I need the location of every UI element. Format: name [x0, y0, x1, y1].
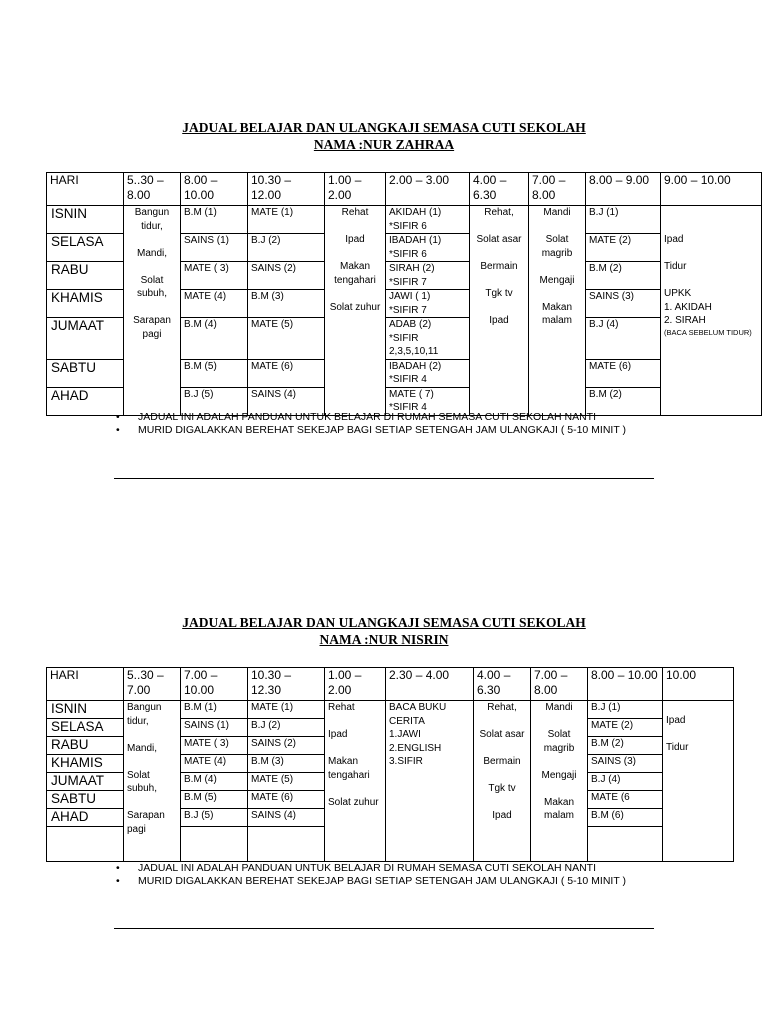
header-cell: 8.00 – 10.00 [588, 668, 663, 701]
header-cell: 8.00 – 10.00 [181, 173, 248, 206]
morning-routine-cell: Bangun tidur, Mandi, Solat subuh, Sarapan pagi [124, 701, 181, 862]
header-cell: HARI [47, 173, 124, 206]
header-cell: 10.00 [663, 668, 734, 701]
evening-routine-cell: Rehat, Solat asar Bermain Tgk tv Ipad [470, 206, 529, 416]
header-cell: 5..30 – 7.00 [124, 668, 181, 701]
empty-cell [588, 827, 663, 862]
subject-cell: B.J (4) [588, 773, 663, 791]
day-cell: RABU [47, 262, 124, 290]
subject-cell: MATE (2) [588, 719, 663, 737]
subject-cell: B.M (3) [248, 755, 325, 773]
subject-cell: B.M (2) [586, 262, 661, 290]
subject-cell: AKIDAH (1) *SIFIR 6 [386, 206, 470, 234]
empty-cell [181, 827, 248, 862]
header-cell: 7.00 – 8.00 [529, 173, 586, 206]
header-cell: 4.00 – 6.30 [474, 668, 531, 701]
subject-cell: MATE (6) [248, 359, 325, 387]
bedtime-text: Ipad Tidur UPKK 1. AKIDAH 2. SIRAH [664, 234, 712, 326]
midday-routine-cell: Rehat Ipad Makan tengahari Solat zuhur [325, 206, 386, 416]
divider-line [114, 928, 654, 929]
subject-cell: ADAB (2) *SIFIR 2,3,5,10,11 [386, 318, 470, 360]
day-cell: SABTU [47, 791, 124, 809]
subject-cell: IBADAH (1) *SIFIR 6 [386, 234, 470, 262]
header-cell: 7.00 – 10.00 [181, 668, 248, 701]
student-name: NAMA :NUR ZAHRAA [313, 137, 455, 152]
subject-cell: MATE (4) [181, 290, 248, 318]
header-cell: 1.00 – 2.00 [325, 668, 386, 701]
day-cell: JUMAAT [47, 773, 124, 791]
subject-cell: IBADAH (2) *SIFIR 4 [386, 359, 470, 387]
timetable [46, 172, 762, 416]
subject-cell: B.M (5) [181, 791, 248, 809]
day-cell: SABTU [47, 359, 124, 387]
morning-routine-cell: Bangun tidur, Mandi, Solat subuh, Sarapan pagi [124, 206, 181, 416]
day-cell: AHAD [47, 387, 124, 415]
subject-cell: SAINS (3) [586, 290, 661, 318]
timetable-title [0, 119, 768, 153]
subject-cell: SAINS (2) [248, 737, 325, 755]
subject-cell: B.M (5) [181, 359, 248, 387]
day-cell: KHAMIS [47, 290, 124, 318]
header-cell: 1.00 – 2.00 [325, 173, 386, 206]
subject-cell: B.M (1) [181, 701, 248, 719]
subject-cell: MATE (1) [248, 206, 325, 234]
student-name: NAMA :NUR NISRIN [319, 632, 449, 647]
header-row [47, 173, 762, 206]
header-row [47, 668, 734, 701]
day-cell: RABU [47, 737, 124, 755]
subject-cell: SAINS (1) [181, 234, 248, 262]
header-cell: 7.00 – 8.00 [531, 668, 588, 701]
table-row [47, 701, 734, 719]
subject-cell: B.M (4) [181, 773, 248, 791]
reading-cell: BACA BUKU CERITA 1.JAWI 2.ENGLISH 3.SIFIR [386, 701, 474, 862]
note-item: • MURID DIGALAKKAN BEREHAT SEKEJAP BAGI SETIAP SETENGAH JAM ULANGKAJI ( 5-10 MINIT ) [116, 875, 676, 888]
night-routine-cell: Mandi Solat magrib Mengaji Makan malam [529, 206, 586, 416]
subject-cell: MATE ( 3) [181, 262, 248, 290]
subject-cell: B.M (1) [181, 206, 248, 234]
subject-cell: B.J (2) [248, 719, 325, 737]
subject-cell: MATE (6) [248, 791, 325, 809]
subject-cell: B.M (4) [181, 318, 248, 360]
subject-cell: B.J (2) [248, 234, 325, 262]
subject-cell: MATE (5) [248, 318, 325, 360]
subject-cell: MATE ( 7) *SIFIR 4 [386, 387, 470, 415]
subject-cell: SIRAH (2) *SIFIR 7 [386, 262, 470, 290]
title-heading: JADUAL BELAJAR DAN ULANGKAJI SEMASA CUTI SEKOLAH [182, 615, 586, 630]
subject-cell: B.J (4) [586, 318, 661, 360]
subject-cell: SAINS (4) [248, 809, 325, 827]
day-cell: KHAMIS [47, 755, 124, 773]
day-cell: SELASA [47, 719, 124, 737]
timetable [46, 667, 734, 862]
empty-cell [47, 827, 124, 862]
subject-cell: B.J (1) [586, 206, 661, 234]
header-cell: 9.00 – 10.00 [661, 173, 762, 206]
subject-cell: MATE ( 3) [181, 737, 248, 755]
subject-cell: MATE (5) [248, 773, 325, 791]
empty-cell [248, 827, 325, 862]
day-cell: AHAD [47, 809, 124, 827]
header-cell: 2.30 – 4.00 [386, 668, 474, 701]
subject-cell: B.M (2) [586, 387, 661, 415]
bedtime-note: (BACA SEBELUM TIDUR) [664, 327, 752, 337]
title-heading: JADUAL BELAJAR DAN ULANGKAJI SEMASA CUTI SEKOLAH [182, 120, 586, 135]
header-cell: 10.30 – 12.00 [248, 173, 325, 206]
day-cell: JUMAAT [47, 318, 124, 360]
note-item: • JADUAL INI ADALAH PANDUAN UNTUK BELAJAR DI RUMAH SEMASA CUTI SEKOLAH NANTI [116, 411, 676, 424]
notes-list [116, 862, 676, 888]
subject-cell: MATE (2) [586, 234, 661, 262]
subject-cell: SAINS (3) [588, 755, 663, 773]
subject-cell: SAINS (4) [248, 387, 325, 415]
evening-routine-cell: Rehat, Solat asar Bermain Tgk tv Ipad [474, 701, 531, 862]
header-cell: HARI [47, 668, 124, 701]
subject-cell: B.J (5) [181, 387, 248, 415]
timetable-title [0, 614, 768, 648]
subject-cell: SAINS (2) [248, 262, 325, 290]
midday-routine-cell: Rehat Ipad Makan tengahari Solat zuhur [325, 701, 386, 862]
table-row [47, 206, 762, 234]
subject-cell: JAWI ( 1) *SIFIR 7 [386, 290, 470, 318]
header-cell: 4.00 – 6.30 [470, 173, 529, 206]
subject-cell: MATE (6) [586, 359, 661, 387]
notes-list [116, 411, 676, 437]
day-cell: SELASA [47, 234, 124, 262]
subject-cell: B.M (6) [588, 809, 663, 827]
night-routine-cell: Mandi Solat magrib Mengaji Makan malam [531, 701, 588, 862]
subject-cell: B.M (3) [248, 290, 325, 318]
header-cell: 10.30 – 12.30 [248, 668, 325, 701]
divider-line [114, 478, 654, 479]
bedtime-routine-cell [661, 206, 762, 416]
day-cell: ISNIN [47, 206, 124, 234]
note-item: • MURID DIGALAKKAN BEREHAT SEKEJAP BAGI SETIAP SETENGAH JAM ULANGKAJI ( 5-10 MINIT ) [116, 424, 676, 437]
header-cell: 2.00 – 3.00 [386, 173, 470, 206]
subject-cell: B.J (1) [588, 701, 663, 719]
bedtime-routine-cell: Ipad Tidur [663, 701, 734, 862]
subject-cell: MATE (4) [181, 755, 248, 773]
header-cell: 5..30 – 8.00 [124, 173, 181, 206]
header-cell: 8.00 – 9.00 [586, 173, 661, 206]
subject-cell: MATE (1) [248, 701, 325, 719]
note-item: • JADUAL INI ADALAH PANDUAN UNTUK BELAJAR DI RUMAH SEMASA CUTI SEKOLAH NANTI [116, 862, 676, 875]
subject-cell: MATE (6 [588, 791, 663, 809]
subject-cell: B.M (2) [588, 737, 663, 755]
subject-cell: B.J (5) [181, 809, 248, 827]
day-cell: ISNIN [47, 701, 124, 719]
subject-cell: SAINS (1) [181, 719, 248, 737]
